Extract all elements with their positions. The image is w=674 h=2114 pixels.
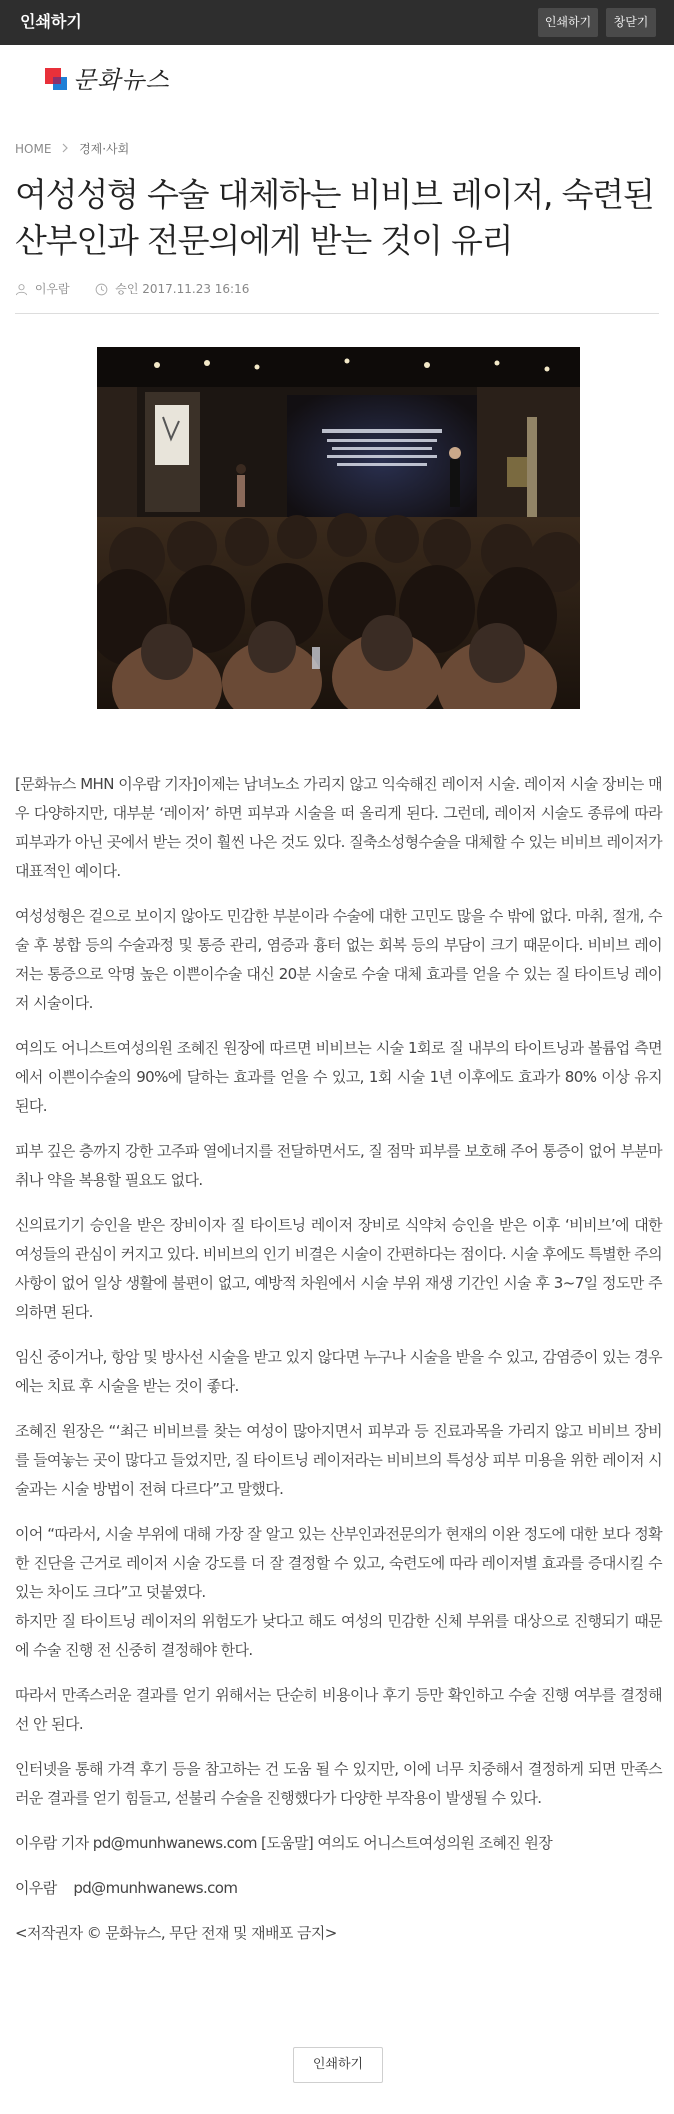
- reporter-credit: 이우람 기자 pd@munhwanews.com [도움말] 여의도 어니스트여성의원 조혜진 원장: [15, 1834, 553, 1852]
- breadcrumb-category: 경제·사회: [79, 141, 130, 156]
- author-name: 이우람: [34, 281, 70, 296]
- article-paragraph: 하지만 질 타이트닝 레이저의 위험도가 낮다고 해도 여성의 민감한 신체 부위를 대상으로 진행되기 때문에 수술 진행 전 신중히 결정해야 한다.: [15, 1612, 662, 1659]
- user-icon: [15, 283, 28, 296]
- logo-mark-icon: [45, 68, 67, 90]
- print-button[interactable]: 인쇄하기: [538, 8, 598, 37]
- article-paragraph: 이어 “따라서, 시술 부위에 대해 가장 잘 알고 있는 산부인과전문의가 현재의 이완 정도에 대한 보다 정확한 진단을 근거로 레이저 시술 강도를 더 잘 결정할 수 있고, 숙련도에 따라 레이저별 효과를 증대시킬 수 있는 차이도 크다”고 덧붙였다.: [15, 1525, 662, 1601]
- article-paragraph: 조혜진 원장은 “‘최근 비비브를 찾는 여성이 많아지면서 피부과 등 진료과목을 가리지 않고 비비브 장비를 들여놓는 곳이 많다고 들었지만, 질 타이트닝 레이저라는 비비브의 특성상 피부 미용을 위한 레이저 시술과는 시술 방법이 전혀 다르다”고 말했다.: [15, 1422, 662, 1498]
- article-paragraph: 인터넷을 통해 가격 후기 등을 참고하는 건 도움 될 수 있지만, 이에 너무 치중해서 결정하게 되면 만족스러운 결과를 얻기 힘들고, 섣불리 수술을 진행했다가 다양한 부작용이 발생될 수 있다.: [15, 1760, 662, 1807]
- print-button-bottom[interactable]: 인쇄하기: [293, 2047, 383, 2083]
- article-paragraph: 신의료기기 승인을 받은 장비이자 질 타이트닝 레이저 장비로 식약처 승인을 받은 이후 ‘비비브’에 대한 여성들의 관심이 커지고 있다. 비비브의 인기 비결은 시술이 간편하다는 점이다. 시술 후에도 특별한 주의사항이 없어 일상 생활에 불편이 없고, 예방적 차원에서 시술 부위 재생 기간인 시술 후 3~7일 정도만 주의하면 된다.: [15, 1216, 662, 1321]
- article-body: [15, 770, 662, 1964]
- header-divider: [15, 313, 659, 314]
- article-byline: [15, 280, 249, 297]
- article-paragraph: 여성성형은 겉으로 보이지 않아도 민감한 부분이라 수술에 대한 고민도 많을 수 밖에 없다. 마취, 절개, 수술 후 봉합 등의 수술과정 및 통증 관리, 염증과 흉터 없는 회복 등의 부담이 크기 때문이다. 비비브 레이저는 통증으로 악명 높은 이쁜이수술 대신 20분 시술로 수술 대체 효과를 얻을 수 있는 질 타이트닝 레이저 시술이다.: [15, 907, 662, 1012]
- site-logo: [45, 64, 185, 96]
- chevron-right-icon: [61, 141, 69, 157]
- article-paragraph: 피부 깊은 층까지 강한 고주파 열에너지를 전달하면서도, 질 점막 피부를 보호해 주어 통증이 없어 부분마취나 약을 복용할 필요도 없다.: [15, 1142, 662, 1189]
- article-paragraph: [문화뉴스 MHN 이우람 기자]이제는 남녀노소 가리지 않고 익숙해진 레이저 시술. 레이저 시술 장비는 매우 다양하지만, 대부분 ‘레이저’ 하면 피부과 시술을 떠 올리게 된다. 그런데, 레이저 시술도 종류에 따라 피부과가 아닌 곳에서 받는 것이 훨씬 나은 것도 있다. 질축소성형수술을 대체할 수 있는 비비브 레이저가 대표적인 예이다.: [15, 775, 662, 880]
- print-title: 인쇄하기: [20, 12, 82, 31]
- print-header-bar: [0, 0, 674, 45]
- article-paragraph: 따라서 만족스러운 결과를 얻기 위해서는 단순히 비용이나 후기 등만 확인하고 수술 진행 여부를 결정해선 안 된다.: [15, 1686, 662, 1733]
- breadcrumb: [15, 140, 129, 157]
- clock-icon: [95, 283, 108, 296]
- approval-date: 승인 2017.11.23 16:16: [115, 281, 250, 296]
- article-paragraph: 임신 중이거나, 항암 및 방사선 시술을 받고 있지 않다면 누구나 시술을 받을 수 있고, 감염증이 있는 경우에는 치료 후 시술을 받는 것이 좋다.: [15, 1348, 662, 1395]
- reporter-email: 이우람 pd@munhwanews.com: [15, 1879, 238, 1897]
- breadcrumb-home: HOME: [15, 141, 52, 156]
- article-photo: [97, 347, 580, 709]
- close-window-button[interactable]: 창닫기: [606, 8, 656, 37]
- logo-text: 문화뉴스: [73, 66, 170, 94]
- article-headline: 여성성형 수술 대체하는 비비브 레이저, 숙련된 산부인과 전문의에게 받는 것이 유리: [15, 175, 654, 260]
- copyright-notice: <저작권자 © 문화뉴스, 무단 전재 및 재배포 금지>: [15, 1924, 337, 1942]
- article-paragraph: 여의도 어니스트여성의원 조혜진 원장에 따르면 비비브는 시술 1회로 질 내부의 타이트닝과 볼륨업 측면에서 이쁜이수술의 90%에 달하는 효과를 얻을 수 있고, 1회 시술 1년 이후에도 효과가 80% 이상 유지된다.: [15, 1039, 662, 1115]
